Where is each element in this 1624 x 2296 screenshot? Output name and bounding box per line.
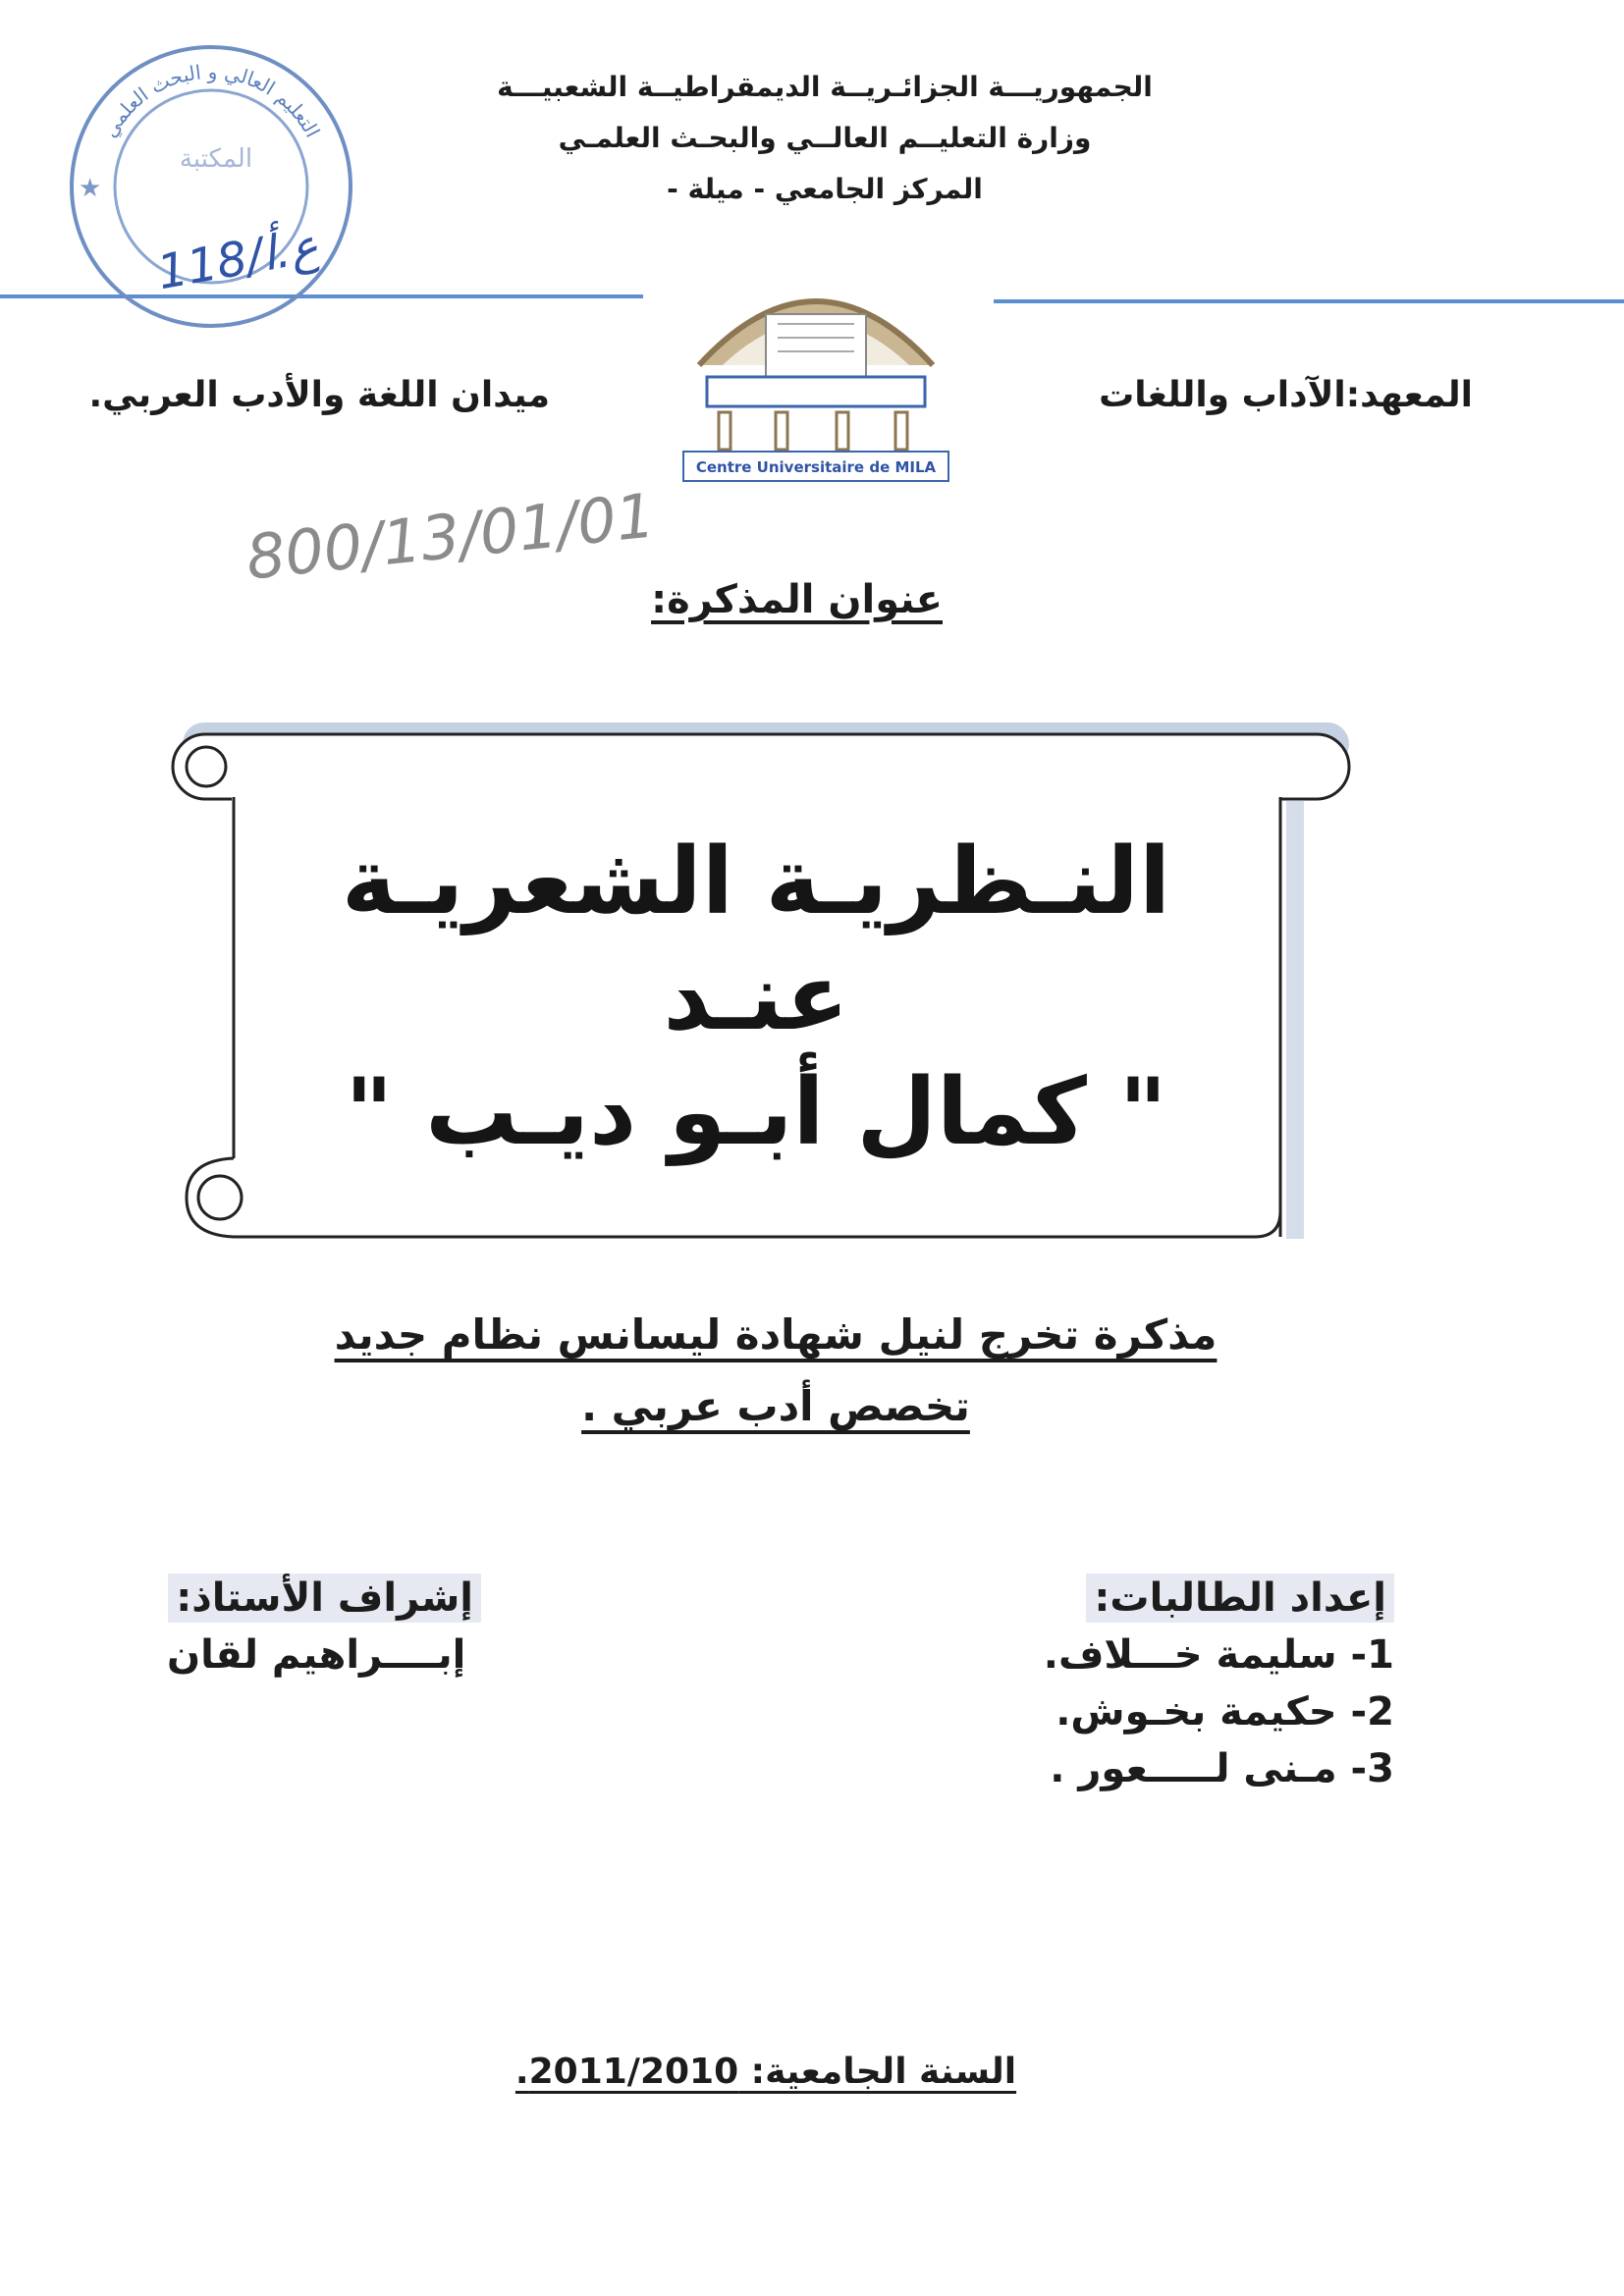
supervisor-name: إبــــراهيم لقان [167, 1632, 466, 1678]
degree-line: مذكرة تخرج لنيل شهادة ليسانس نظام جديد [334, 1310, 1218, 1359]
header-ministry: وزارة التعليــم العالــي والبحـث العلمـي [558, 122, 1092, 154]
university-logo [679, 267, 952, 483]
thesis-title-line1: النـظريـة الشعريـة عنـد [341, 828, 1171, 1051]
field-label: ميدان اللغة والأدب العربي. [88, 375, 550, 415]
header-center: المركز الجامعي - ميلة - [667, 173, 983, 205]
student-name: 2- حكيمة بخـوش. [1056, 1689, 1394, 1735]
student-name: 1- سليمة خـــلاف. [1043, 1632, 1394, 1678]
thesis-title [236, 825, 1276, 1171]
svg-text:★: ★ [79, 174, 102, 203]
header-republic: الجمهوريـــة الجزائـريــة الديمقراطيــة الشعبيـــة [497, 71, 1153, 103]
library-stamp [59, 39, 363, 334]
stamp-outer-text: التعليم العالي و البحث العلمي [97, 59, 325, 142]
title-scroll-frame [157, 707, 1375, 1256]
stamp-inner-text: المكتبة [179, 144, 253, 174]
header-rule-right [994, 299, 1624, 303]
academic-year: السنة الجامعية: 2011/2010. [514, 2052, 1017, 2092]
logo-caption: Centre Universitaire de MILA [695, 458, 937, 476]
students-label: إعداد الطالبات: [1086, 1574, 1394, 1623]
supervisor-label: إشراف الأستاذ: [168, 1574, 481, 1623]
supervisor-block [98, 1575, 481, 1678]
thesis-title-line2: " كمال أبـو ديـب " [345, 1059, 1167, 1166]
thesis-title-label: عنوان المذكرة: [651, 577, 943, 622]
specialty-line: تخصص أدب عربي . [581, 1382, 970, 1430]
institute-label: المعهد:الآداب واللغات [1099, 375, 1473, 415]
stamp-handwritten: 118/ع.أ [153, 218, 323, 301]
students-block [884, 1575, 1394, 1791]
handwritten-archive-code: 800/13/01/01 [243, 479, 659, 594]
student-name: 3- مـنى لـــــعور . [1050, 1746, 1394, 1791]
